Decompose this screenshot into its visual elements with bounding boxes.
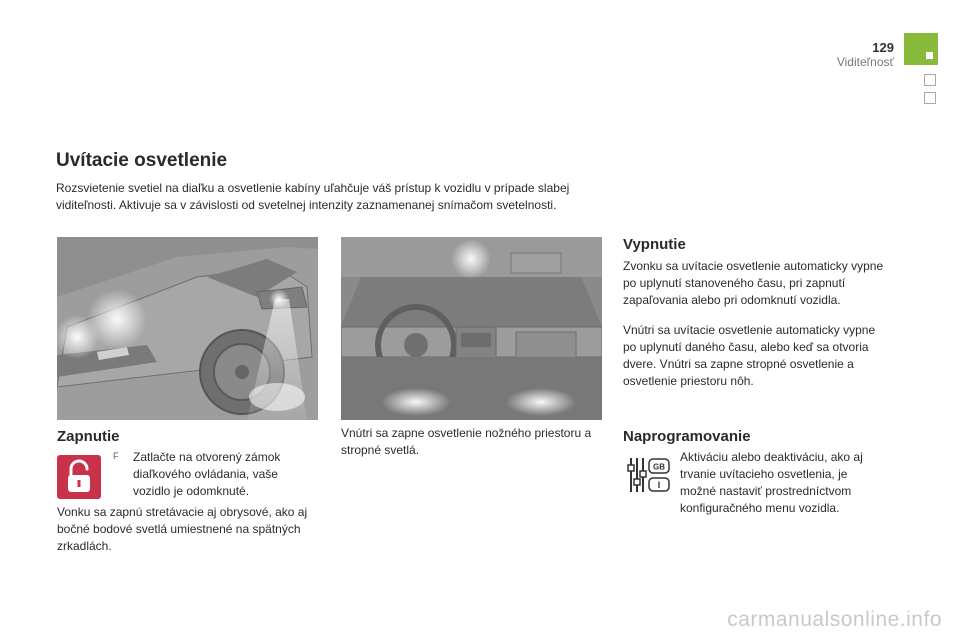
open-lock-icon [57,455,101,499]
naprogramovanie-heading: Naprogramovanie [623,428,751,445]
interior-photo [341,237,602,420]
vypnutie-text-2: Vnútri sa uvítacie osvetlenie automaticky vypne po uplynutí daného času, alebo keď sa otvoria dvere. Vnútri sa zapne stropné osvetlenie a osvetlenie priestoru nôh. [623,323,876,388]
badge-i-label: I [657,480,661,490]
page-number: 129 [872,40,894,55]
chapter-tab-active [904,33,938,65]
zapnutie-heading: Zapnutie [57,428,120,445]
bullet-marker: F [113,451,119,461]
chapter-tab [924,74,936,86]
chapter-tab [924,92,936,104]
section-title: Viditeľnosť [836,55,894,69]
configuration-menu-icon [625,455,671,495]
vypnutie-text-1: Zvonku sa uvítacie osvetlenie automaticky vypne po uplynutí stanoveného času, pri zapnutí zapaľovania alebo pri odomknutí vozidla. [623,259,884,307]
tab-marker-icon [926,52,933,59]
zapnutie-text: Vonku sa zapnú stretávacie aj obrysové, ako aj bočné bodové svetlá umiestnené na spätných zrkadlách. [57,505,308,553]
interior-caption: Vnútri sa zapne osvetlenie nožného priestoru a stropné svetlá. [341,426,592,457]
naprogramovanie-text: Aktiváciu alebo deaktiváciu, ako aj trvanie uvítacieho osvetlenia, je možné nastaviť prostredníctvom konfiguračného menu vozidla. [680,450,863,515]
exterior-car-photo [57,237,318,420]
intro-text: Rozsvietenie svetiel na diaľku a osvetlenie kabíny uľahčuje váš prístup k vozidlu v prípade slabej viditeľnosti. Aktivuje sa v závislosti od svetelnej intenzity zaznamenanej snímačom svetelnosti. [56,181,570,212]
watermark: carmanualsonline.info [727,608,942,631]
zapnutie-step: Zatlačte na otvorený zámok diaľkového ovládania, vaše vozidlo je odomknuté. [133,450,281,498]
badge-gb-label: GB [653,462,665,472]
vypnutie-heading: Vypnutie [623,236,686,253]
page-title: Uvítacie osvetlenie [56,150,228,171]
